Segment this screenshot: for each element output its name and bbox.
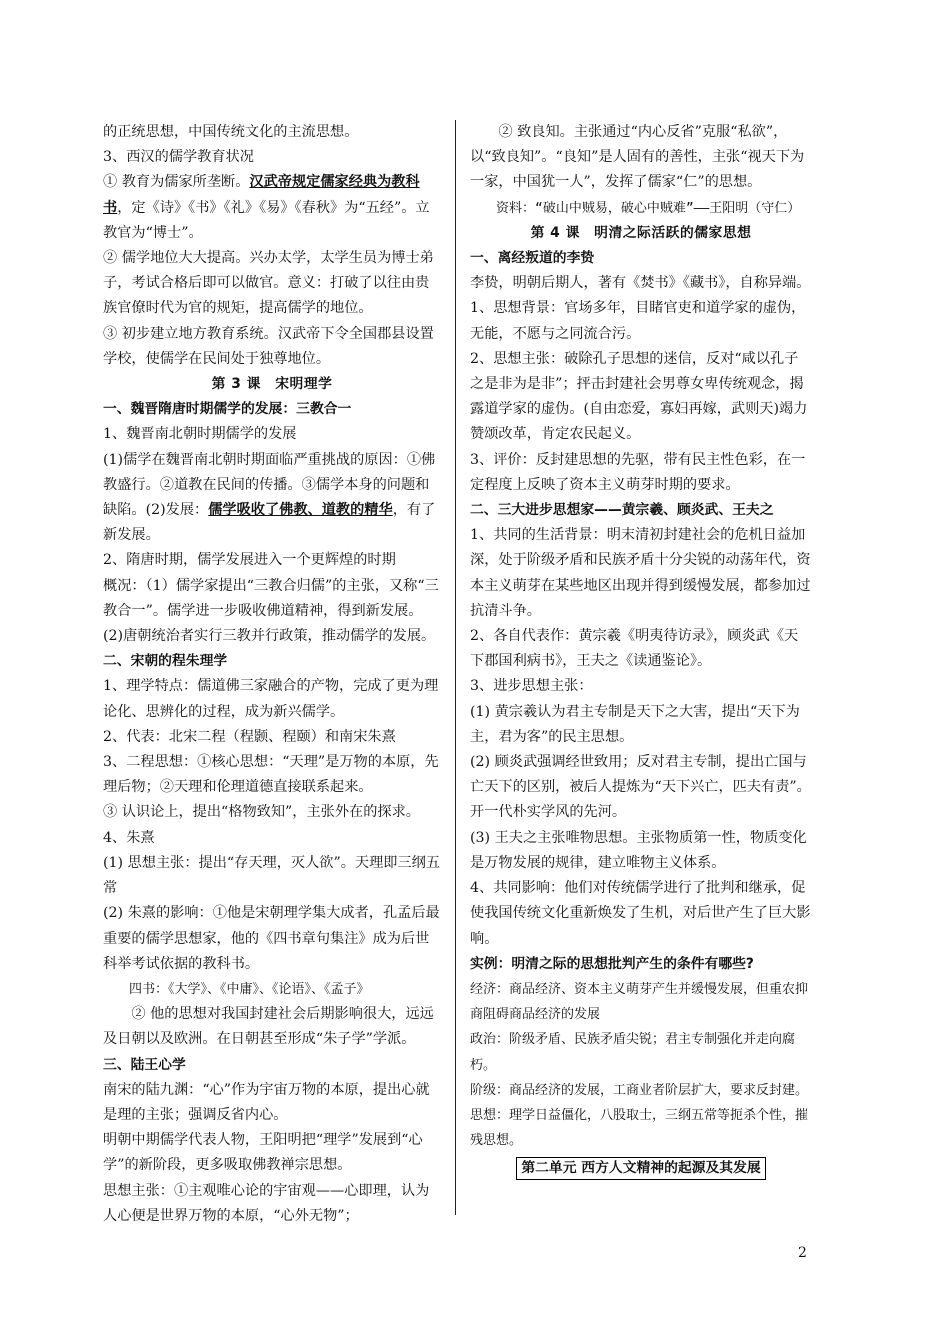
example-item: 经济：商品经济、资本主义萌芽产生并缓慢发展，但重农抑商阻碍商品经济的发展 xyxy=(470,981,809,1023)
section-heading: 二、三大进步思想家——黄宗羲、顾炎武、王夫之 xyxy=(470,502,774,519)
paragraph xyxy=(103,448,441,549)
paragraph: 1、共同的生活背景：明末清初封建社会的危机日益加深，处于阶级矛盾和民族矛盾十分尖锐的动荡年代，资本主义萌芽在某些地区出现并得到缓慢发展，都参加过抗清斗争。 xyxy=(470,527,811,619)
paragraph: (2)唐朝统治者实行三教并行政策，推动儒学的发展。 xyxy=(103,628,436,645)
edu-item-2: ② 儒学地位大大提高。兴办太学，太学生员为博士弟子，考试合格后即可以做官。意义：打破了以往由贵族官僚时代为官的规矩，提高儒学的地位。 xyxy=(103,250,434,317)
page-number: 2 xyxy=(798,1245,807,1261)
paragraph: (1) 思想主张：提出“存天理，灭人欲”。天理即三纲五常 xyxy=(103,854,441,897)
paragraph: (2) 顾炎武强调经世致用；反对君主专制，提出亡国与亡天下的区别，被后人提炼为“天下兴亡，匹夫有责”。开一代朴实学风的先河。 xyxy=(470,754,811,821)
paragraph: 2、代表：北宋二程（程颢、程颐）和南宋朱熹 xyxy=(103,728,396,745)
text-line: 3、西汉的儒学教育状况 xyxy=(103,149,254,166)
paragraph: ② 他的思想对我国封建社会后期影响很大，远远及日朝以及欧洲。在日朝甚至形成“朱子学”学派。 xyxy=(103,1006,434,1048)
paragraph: 南宋的陆九渊：“心”作为宇宙万物的本原，提出心就是理的主张；强调反省内心。 xyxy=(103,1081,430,1123)
paragraph: ② 致良知。主张通过“内心反省”克服“私欲”，以“致良知”。“良知”是人固有的善性，主张“视天下为一家，中国犹一人”，发挥了儒家“仁”的思想。 xyxy=(470,124,805,191)
column-divider xyxy=(455,120,456,1215)
paragraph: 2、各自代表作：黄宗羲《明夷待访录》，顾炎武《天下郡国利病书》，王夫之《读通鉴论》。 xyxy=(470,628,799,670)
section-heading: 三、陆王心学 xyxy=(103,1056,186,1073)
subheading: 1、魏晋南北朝时期儒学的发展 xyxy=(103,426,297,443)
paragraph: 李贽，明朝后期人，著有《焚书》《藏书》，自称异端。 xyxy=(470,275,811,292)
paragraph: 1、理学特点：儒道佛三家融合的产物，完成了更为理论化、思辨化的过程，成为新兴儒学。 xyxy=(103,678,439,720)
example-item: 阶级：商品经济的发展，工商业者阶层扩大，要求反封建。 xyxy=(470,1082,809,1098)
right-column xyxy=(470,120,812,1182)
text-span: ，定《诗》《书》《礼》《易》《春秋》为“五经”。立教官为“博士”。 xyxy=(103,199,430,241)
paragraph: (3) 王夫之主张唯物思想。主张物质第一性，物质变化是万物发展的规律，建立唯物主义体系。 xyxy=(470,829,807,871)
lesson-3-title: 第 3 课 宋明理学 xyxy=(211,376,333,393)
unit-heading-wrap xyxy=(470,1156,812,1181)
paragraph: (2) 朱熹的影响：①他是宋朝理学集大成者，孔孟后最重要的儒学思想家，他的《四书章句集注》成为后世科举考试依据的教科书。 xyxy=(103,905,440,972)
text-span: ，有了新发展。 xyxy=(103,502,436,544)
underlined-key-point: 儒学吸收了佛教、道教的精华 xyxy=(208,502,393,519)
paragraph: 2、思想主张：破除孔子思想的迷信，反对“咸以孔子之是非为是非”；抨击封建社会男尊女卑传统观念，揭露道学家的虚伪。(自由恋爱，寡妇再嫁，武则天)竭力赞颂改革，肯定农民起义。 xyxy=(470,350,808,443)
section-heading: 二、宋朝的程朱理学 xyxy=(103,653,228,670)
quote-material: 资料：“破山中贼易，破心中贼难”——王阳明（守仁） xyxy=(496,200,801,216)
paragraph: 思想主张：①主观唯心论的宇宙观——心即理，认为人心便是世界万物的本原，“心外无物”； xyxy=(103,1182,430,1224)
unit-2-heading: 第二单元 西方人文精神的起源及其发展 xyxy=(516,1157,765,1180)
text-span: ① 教育为儒家所垄断。 xyxy=(103,174,250,191)
example-item: 思想：理学日益僵化，八股取士，三纲五常等扼杀个性，摧残思想。 xyxy=(470,1107,809,1149)
underlined-key-point: 汉武帝规定儒家经典为教科书 xyxy=(103,174,420,216)
paragraph: 4、共同影响：他们对传统儒学进行了批判和继承，促使我国传统文化重新焕发了生机，对后世产生了巨大影响。 xyxy=(470,880,811,947)
example-item: 政治：阶级矛盾、民族矛盾尖锐；君主专制强化并走向腐朽。 xyxy=(470,1032,796,1073)
paragraph: ③ 认识论上，提出“格物致知”，主张外在的探求。 xyxy=(103,804,420,821)
paragraph: 概况：（1）儒学家提出“三教合归儒”的主张，又称“三教合一”。儒学进一步吸收佛道精神，得到新发展。 xyxy=(103,577,439,619)
paragraph: 3、二程思想：①核心思想：“天理”是万物的本原，先理后物；②天理和伦理道德直接联系起来。 xyxy=(103,754,439,796)
section-heading: 一、魏晋隋唐时期儒学的发展：三教合一 xyxy=(103,401,352,418)
paragraph: (1) 黄宗羲认为君主专制是天下之大害，提出“天下为主，君为客”的民主思想。 xyxy=(470,703,800,745)
paragraph: 明朝中期儒学代表人物，王阳明把“理学”发展到“心学”的新阶段，更多吸取佛教禅宗思想。 xyxy=(103,1132,423,1174)
text-line: 的正统思想，中国传统文化的主流思想。 xyxy=(103,124,359,140)
edu-item-1 xyxy=(103,170,441,246)
subheading: 3、进步思想主张： xyxy=(470,678,593,695)
paragraph: 1、思想背景：官场多年，目睹官吏和道学家的虚伪，无能，不愿与之同流合污。 xyxy=(470,300,806,342)
section-heading: 一、离经叛道的李贽 xyxy=(470,250,595,267)
subheading: 4、朱熹 xyxy=(103,829,155,846)
example-heading: 实例：明清之际的思想批判产生的条件有哪些? xyxy=(470,955,754,972)
text-span: (1)儒学在魏晋南北朝时期面临严重挑战的原因：①佛教盛行。②道教在民间的传播。③儒学本身的问题和缺陷。(2)发展： xyxy=(103,451,436,519)
left-column xyxy=(103,120,441,1229)
four-books-note: 四书：《大学》、《中庸》、《论语》、《孟子》 xyxy=(129,981,370,997)
paragraph: 3、评价：反封建思想的先驱，带有民主性色彩，在一定程度上反映了资本主义萌芽时期的要求。 xyxy=(470,451,806,493)
lesson-4-title: 第 4 课 明清之际活跃的儒家思想 xyxy=(530,224,752,241)
edu-item-3: ③ 初步建立地方教育系统。汉武帝下令全国郡县设置学校，使儒学在民间处于独尊地位。 xyxy=(103,325,434,367)
subheading: 2、隋唐时期，儒学发展进入一个更辉煌的时期 xyxy=(103,552,396,569)
